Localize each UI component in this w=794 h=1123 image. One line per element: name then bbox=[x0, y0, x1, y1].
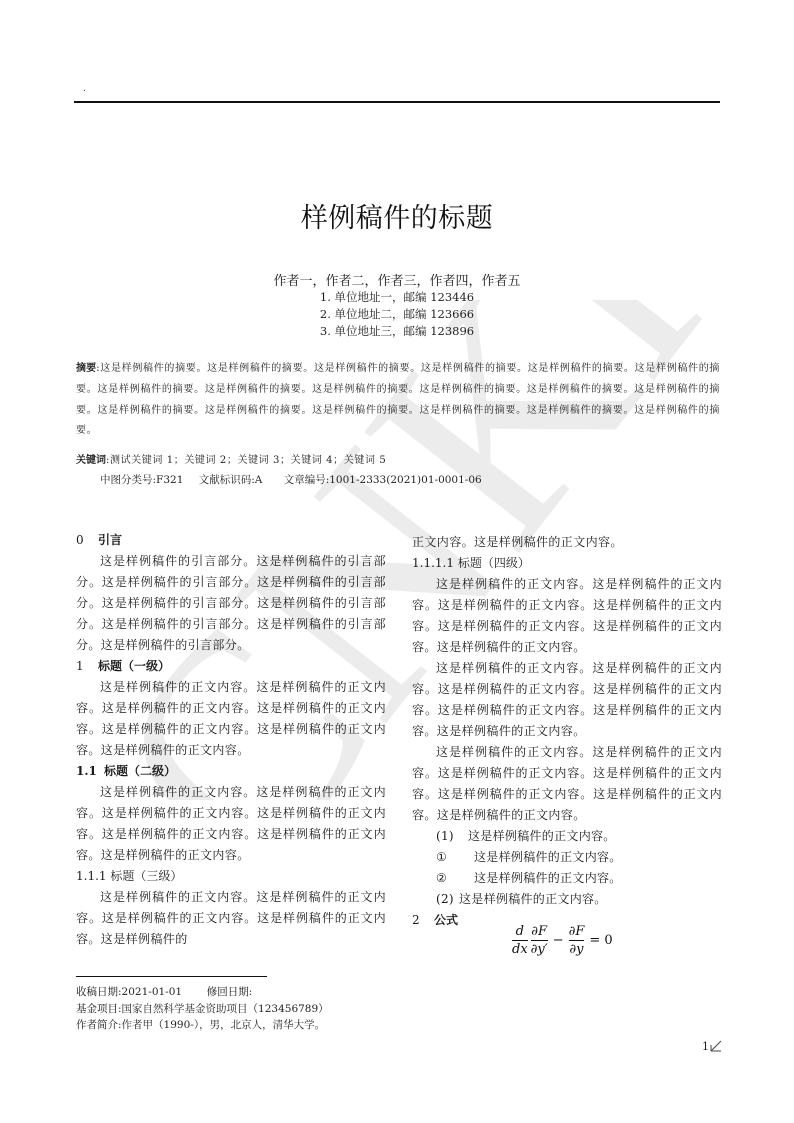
affiliation-item: 1. 单位地址一，邮编 123446 bbox=[319, 290, 475, 304]
numerator: ∂F bbox=[568, 924, 585, 939]
keywords-label: 关键词 bbox=[76, 455, 106, 466]
fraction-bar bbox=[569, 940, 585, 941]
section-number: 1.1.1 bbox=[76, 869, 107, 883]
doc-code-value: A bbox=[254, 474, 263, 486]
affiliation-list bbox=[0, 289, 794, 340]
paragraph: 这是样例稿件的正文内容。这是样例稿件的正文内容。这是样例稿件的正文内容。这是样例稿件的正文内容。这是样例稿件的正文内容。这是样例稿件的正文内容。这是样例稿件的正文内容。 bbox=[76, 785, 386, 862]
fraction bbox=[531, 924, 548, 957]
section-heading bbox=[76, 656, 386, 677]
section-heading bbox=[76, 530, 386, 551]
section-title: 标题（四级） bbox=[457, 556, 530, 570]
colon: : bbox=[325, 474, 330, 486]
paragraph-continued: 正文内容。这是样例稿件的正文内容。 bbox=[412, 535, 623, 549]
list-text: 这是样例稿件的正文内容。 bbox=[474, 850, 622, 864]
section-number: 1.1 bbox=[76, 764, 97, 778]
section-number: 0 bbox=[76, 533, 84, 547]
body-column-right bbox=[412, 532, 722, 931]
fraction-bar bbox=[512, 940, 528, 941]
subsubsection-heading bbox=[76, 866, 386, 887]
keywords-text: 测试关键词 1；关键词 2；关键词 3；关键词 4；关键词 5 bbox=[109, 455, 387, 466]
list-text: 这是样例稿件的正文内容。 bbox=[468, 829, 616, 843]
list-text: 这是样例稿件的正文内容。 bbox=[474, 871, 622, 885]
section-title: 标题（三级） bbox=[110, 869, 183, 883]
colon: : bbox=[152, 474, 157, 486]
denominator: dx bbox=[512, 942, 528, 957]
list-item bbox=[412, 868, 722, 889]
page-number-text: 1 bbox=[702, 1040, 709, 1053]
author-list: 作者一，作者二，作者三，作者四，作者五 bbox=[273, 274, 521, 289]
section-title: 标题（二级） bbox=[104, 764, 177, 778]
colon: : bbox=[248, 986, 253, 998]
clc-label: 中图分类号 bbox=[100, 474, 153, 486]
footnote-dates bbox=[76, 984, 329, 1001]
footnote-bio bbox=[76, 1017, 329, 1034]
article-no-value: 1001-2333(2021)01-0001-06 bbox=[329, 474, 482, 486]
list-text: 这是样例稿件的正文内容。 bbox=[459, 892, 607, 906]
abstract bbox=[76, 359, 720, 442]
colon: : bbox=[96, 363, 101, 374]
list-item bbox=[412, 826, 722, 847]
affiliation-item: 3. 单位地址三，邮编 123896 bbox=[319, 324, 475, 338]
abstract-text: 这是样例稿件的摘要。这是样例稿件的摘要。这是样例稿件的摘要。这是样例稿件的摘要。这是样例稿件的摘要。这是样例稿件的摘要。这是样例稿件的摘要。这是样例稿件的摘要。这是样例稿件的摘要。这是样例稿件的摘要。这是样例稿件的摘要。这是样例稿件的摘要。这是样例稿件的摘要。这是样例稿件的摘要。这是样例稿件的摘要。这是样例稿件的摘要。这是样例稿件的摘要。这是样例稿件的摘要。 bbox=[76, 363, 721, 437]
list-marker: ① bbox=[436, 850, 448, 864]
received-label: 收稿日期 bbox=[76, 986, 118, 998]
list-marker: (2) bbox=[436, 892, 454, 906]
header-rule bbox=[74, 101, 720, 103]
footnote-rule bbox=[76, 976, 267, 977]
affiliation-item: 2. 单位地址二，邮编 123666 bbox=[319, 307, 475, 321]
header-mark: . bbox=[83, 84, 86, 94]
numerator: d bbox=[515, 924, 524, 939]
section-number: 2 bbox=[412, 913, 420, 927]
colon: : bbox=[118, 1019, 122, 1031]
list-marker: (1) bbox=[436, 829, 454, 843]
list-item bbox=[412, 847, 722, 868]
abstract-label: 摘要 bbox=[76, 363, 97, 374]
fraction-bar bbox=[531, 940, 548, 941]
paragraph: 这是样例稿件的正文内容。这是样例稿件的正文内容。这是样例稿件的正文内容。这是样例稿件的正文内容。这是样例稿件的正文内容。这是样例稿件的正文内容。这是样例稿件的正文内容。 bbox=[76, 680, 386, 757]
fraction bbox=[512, 924, 528, 957]
paragraph: 这是样例稿件的正文内容。这是样例稿件的正文内容。这是样例稿件的正文内容。这是样例稿件的正文内容。这是样例稿件的 bbox=[76, 890, 386, 946]
section-title: 引言 bbox=[98, 533, 123, 547]
list-marker: ② bbox=[436, 871, 448, 885]
section-title: 公式 bbox=[434, 913, 459, 927]
body-column-left bbox=[76, 530, 386, 950]
section-number: 1.1.1.1 bbox=[412, 556, 454, 570]
colon: : bbox=[106, 455, 110, 466]
clc-value: F321 bbox=[156, 474, 184, 486]
article-no-label: 文章编号 bbox=[283, 474, 326, 486]
bio-label: 作者简介 bbox=[76, 1019, 118, 1031]
received-value: 2021-01-01 bbox=[121, 986, 183, 998]
colon: : bbox=[251, 474, 255, 486]
colon: : bbox=[118, 986, 122, 998]
denominator: ∂y bbox=[569, 942, 584, 957]
paragraph: 这是样例稿件的正文内容。这是样例稿件的正文内容。这是样例稿件的正文内容。这是样例稿件的正文内容。这是样例稿件的正文内容。这是样例稿件的正文内容。这是样例稿件的正文内容。 bbox=[412, 577, 722, 654]
subsection-heading bbox=[76, 761, 386, 782]
watermark-text: CNKI bbox=[120, 300, 720, 800]
bio-value: 作者甲（1990-），男，北京人，清华大学。 bbox=[121, 1019, 326, 1031]
footnotes bbox=[76, 984, 329, 1034]
footnote-fund bbox=[76, 1001, 329, 1018]
minus-sign: − bbox=[552, 933, 564, 948]
section-title: 标题（一级） bbox=[98, 659, 171, 673]
equation bbox=[512, 924, 615, 957]
denominator: ∂y′ bbox=[530, 942, 548, 957]
doc-code-label: 文献标识码 bbox=[198, 474, 252, 486]
page-number bbox=[702, 1040, 723, 1053]
numerator: ∂F bbox=[531, 924, 548, 939]
keywords bbox=[76, 451, 386, 466]
revised-label: 修回日期 bbox=[206, 986, 249, 998]
classification-line bbox=[100, 472, 482, 487]
paragraph: 这是样例稿件的引言部分。这是样例稿件的引言部分。这是样例稿件的引言部分。这是样例稿件的引言部分。这是样例稿件的引言部分。这是样例稿件的引言部分。这是样例稿件的引言部分。这是样例稿件的引言部分。这是样例稿件的引言部分。 bbox=[76, 554, 386, 652]
colon: : bbox=[118, 1002, 122, 1015]
return-arrow-icon bbox=[709, 1040, 723, 1053]
section-number: 1 bbox=[76, 659, 84, 673]
list-item bbox=[412, 889, 722, 910]
level4-heading bbox=[412, 553, 722, 574]
fund-label: 基金项目 bbox=[76, 1002, 118, 1015]
paragraph: 这是样例稿件的正文内容。这是样例稿件的正文内容。这是样例稿件的正文内容。这是样例稿件的正文内容。这是样例稿件的正文内容。这是样例稿件的正文内容。这是样例稿件的正文内容。 bbox=[412, 745, 722, 822]
paragraph: 这是样例稿件的正文内容。这是样例稿件的正文内容。这是样例稿件的正文内容。这是样例稿件的正文内容。这是样例稿件的正文内容。这是样例稿件的正文内容。这是样例稿件的正文内容。 bbox=[412, 661, 722, 738]
paper-title: 样例稿件的标题 bbox=[300, 203, 494, 234]
fraction bbox=[569, 924, 585, 957]
equals-zero: = 0 bbox=[589, 933, 613, 948]
fund-value: 国家自然科学基金资助项目（123456789） bbox=[121, 1002, 329, 1015]
